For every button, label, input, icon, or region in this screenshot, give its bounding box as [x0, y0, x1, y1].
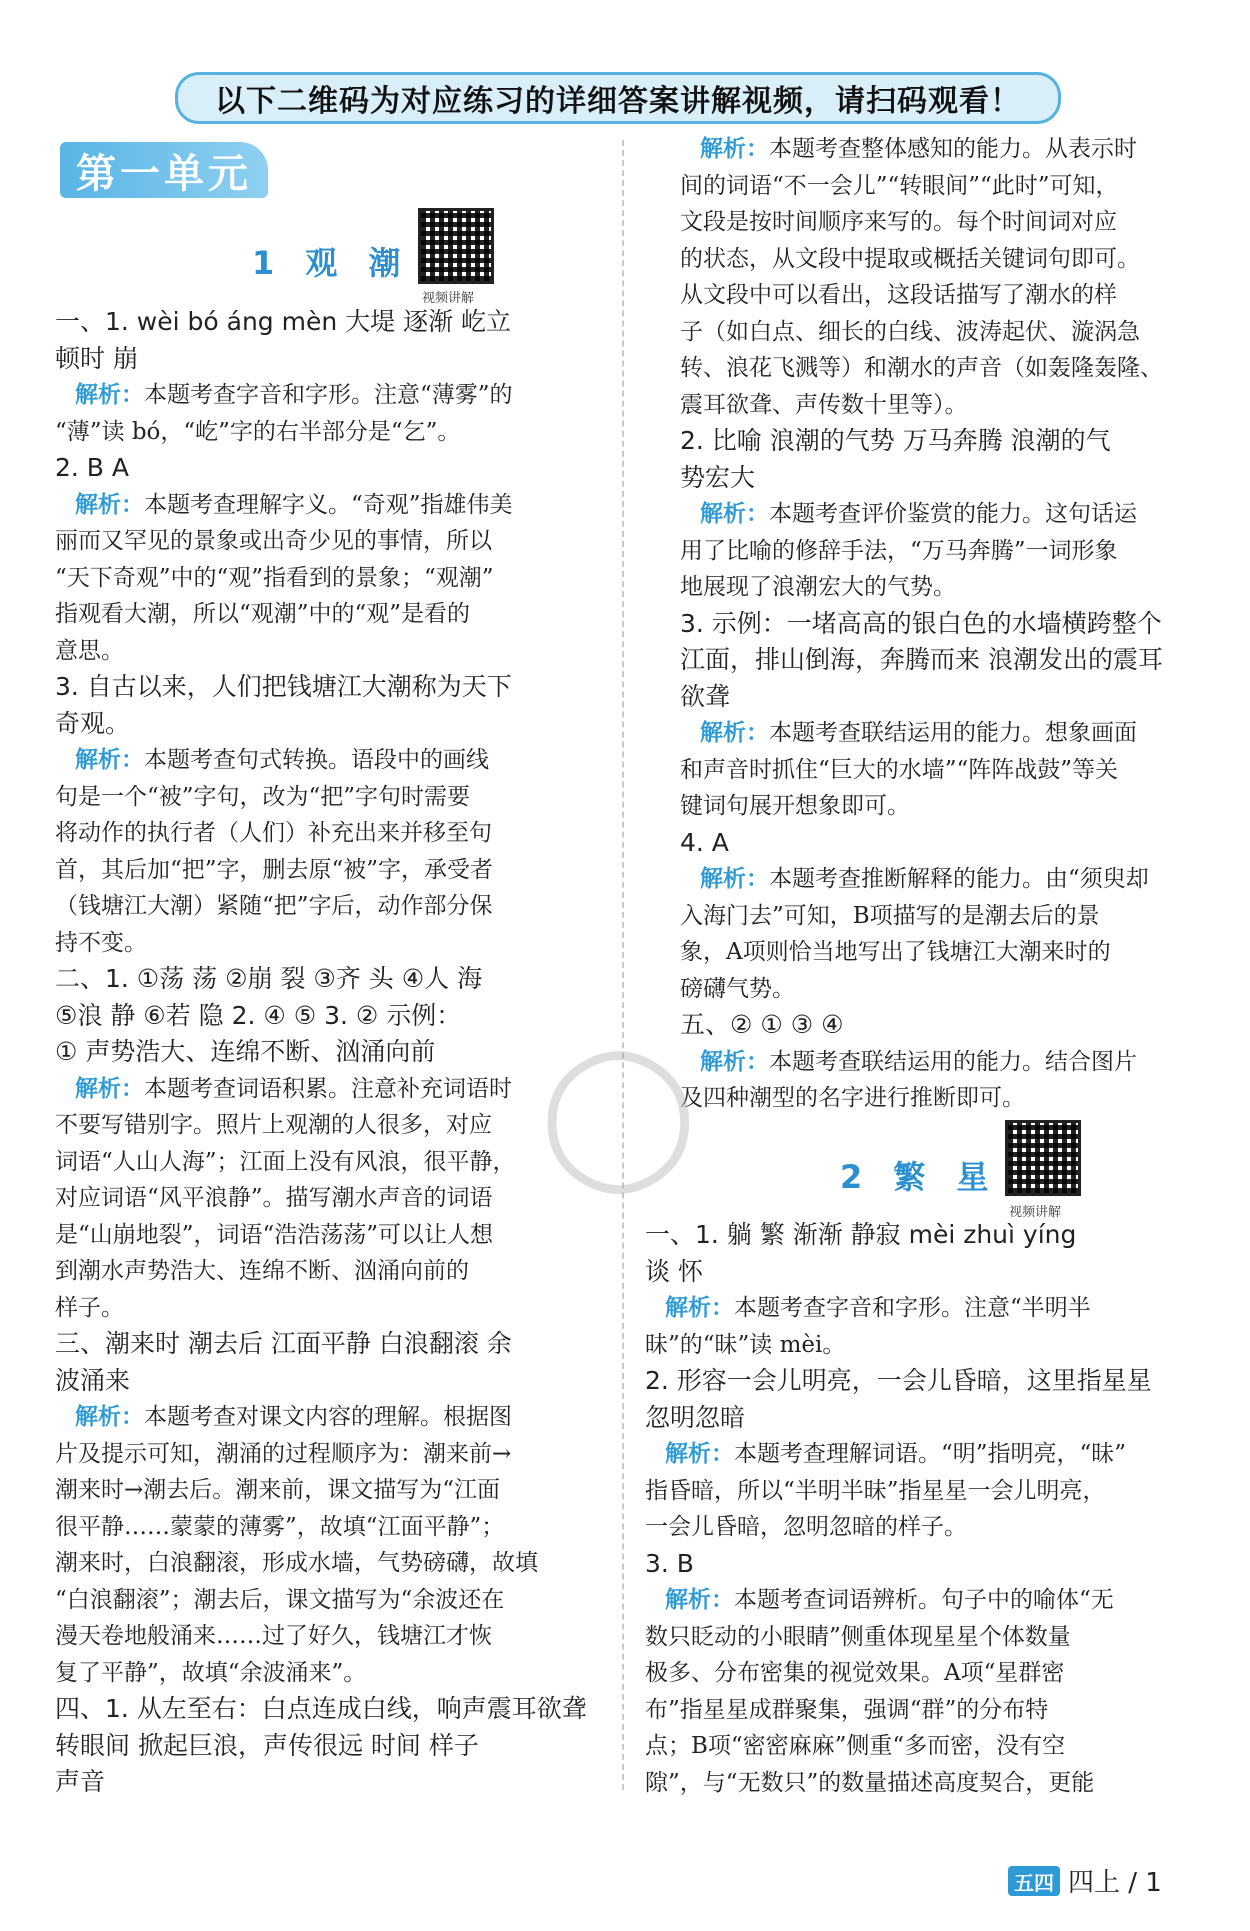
- text-line: 极多、分布密集的视觉效果。A项“星群密: [645, 1660, 1065, 1686]
- text-line: 一会儿昏暗，忽明忽暗的样子。: [645, 1514, 967, 1540]
- text-line: 键词句展开想象即可。: [680, 793, 910, 819]
- watermark: ◯: [540, 1030, 697, 1193]
- text-line: 解析：本题考查推断解释的能力。由“须臾却: [700, 866, 1149, 892]
- text-line: 用了比喻的修辞手法，“万马奔腾”一词形象: [680, 537, 1118, 564]
- text-line: 一、1. 躺 繁 渐渐 静寂 mèi zhuì yíng: [645, 1220, 1077, 1249]
- lesson-2-title: 2 繁 星: [840, 1158, 999, 1196]
- text-line: 昧”的“昧”读 mèi。: [645, 1331, 846, 1358]
- text-line: 解析：本题考查评价鉴赏的能力。这句话运: [700, 501, 1137, 527]
- lesson-1-title: 1 观 潮: [252, 244, 411, 282]
- text-line: 复了平静”，故填“余波涌来”。: [55, 1659, 367, 1686]
- text-line: 片及提示可知，潮涌的过程顺序为：潮来前→: [55, 1440, 512, 1467]
- text-line: 从文段中可以看出，这段话描写了潮水的样: [680, 282, 1117, 308]
- text-line: “白浪翻滚”；潮去后，课文描写为“余波还在: [55, 1586, 505, 1613]
- text-line: ⑤浪 静 ⑥若 隐 2. ④ ⑤ 3. ② 示例：: [55, 1000, 462, 1030]
- text-line: 将动作的执行者（人们）补充出来并移至句: [55, 820, 492, 846]
- text-line: 顿时 崩: [55, 343, 138, 373]
- text-line: 江面，排山倒海，奔腾而来 浪潮发出的震耳: [680, 645, 1163, 674]
- text-line: 子（如白点、细长的白线、波涛起伏、漩涡急: [680, 318, 1140, 345]
- qr-banner: 以下二维码为对应练习的详细答案讲解视频，请扫码观看！: [175, 72, 1061, 124]
- text-line: 转、浪花飞溅等）和潮水的声音（如轰隆轰隆、: [680, 355, 1163, 381]
- text-line: 潮来时，白浪翻滚，形成水墙，气势磅礴，故填: [55, 1550, 538, 1576]
- text-line: 解析：本题考查词语辨析。句子中的喻体“无: [665, 1587, 1114, 1613]
- text-line: 解析：本题考查句式转换。语段中的画线: [75, 747, 489, 773]
- qr-caption: 视频讲解: [422, 291, 475, 306]
- unit-title: 第一单元: [60, 142, 268, 198]
- text-line: 持不变。: [55, 929, 147, 956]
- text-line: 数只眨动的小眼睛”侧重体现星星个体数量: [645, 1623, 1071, 1650]
- text-line: 间的词语“不一会儿”“转眼间”“此时”可知，: [680, 172, 1119, 199]
- qr-code-icon[interactable]: [418, 208, 494, 284]
- text-line: 震耳欲聋、声传数十里等）。: [680, 391, 968, 418]
- text-line: 3. 示例：一堵高高的银白色的水墙横跨整个: [680, 608, 1162, 638]
- text-line: 解析：本题考查理解字义。“奇观”指雄伟美: [75, 491, 513, 518]
- text-line: 是“山崩地裂”，词语“浩浩荡荡”可以让人想: [55, 1221, 494, 1248]
- text-line: 的状态，从文段中提取或概括关键词句即可。: [680, 245, 1140, 272]
- text-line: 解析：本题考查词语积累。注意补充词语时: [75, 1075, 512, 1102]
- text-line: 入海门去”可知，B项描写的是潮去后的景: [680, 902, 1100, 929]
- text-line: 波涌来: [55, 1365, 131, 1395]
- text-line: 奇观。: [55, 708, 131, 738]
- text-line: 解析：本题考查理解词语。“明”指明亮，“昧”: [665, 1441, 1127, 1467]
- text-line: 二、1. ①荡 荡 ②崩 裂 ③齐 头 ④人 海: [55, 964, 483, 993]
- text-line: 首，其后加“把”字，删去原“被”字，承受者: [55, 856, 494, 883]
- text-line: 句是一个“被”字句，改为“把”字句时需要: [55, 783, 471, 810]
- text-line: 势宏大: [680, 462, 756, 492]
- text-line: 对应词语“风平浪静”。描写潮水声音的词语: [55, 1185, 493, 1211]
- qr-caption: 视频讲解: [1009, 1205, 1062, 1220]
- text-line: 解析：本题考查整体感知的能力。从表示时: [700, 136, 1137, 162]
- text-line: 解析：本题考查字音和字形。注意“半明半: [665, 1295, 1091, 1321]
- text-line: 2. 比喻 浪潮的气势 万马奔腾 浪潮的气: [680, 426, 1111, 455]
- text-line: 2. 形容一会儿明亮，一会儿昏暗，这里指星星: [645, 1366, 1152, 1395]
- column-divider: [622, 140, 624, 1790]
- text-line: 4. A: [680, 827, 729, 857]
- text-line: “天下奇观”中的“观”指看到的景象；“观潮”: [55, 564, 494, 591]
- text-line: 解析：本题考查对课文内容的理解。根据图: [75, 1404, 512, 1430]
- text-line: 指观看大潮，所以“观潮”中的“观”是看的: [55, 601, 471, 627]
- series-badge: 五四: [1008, 1866, 1060, 1896]
- text-line: 和声音时抓住“巨大的水墙”“阵阵战鼓”等关: [680, 756, 1119, 783]
- text-line: 解析：本题考查联结运用的能力。结合图片: [700, 1048, 1137, 1075]
- text-line: 及四种潮型的名字进行推断即可。: [680, 1085, 1025, 1111]
- text-line: ① 声势浩大、连绵不断、汹涌向前: [55, 1037, 436, 1066]
- text-line: 欲聋: [680, 681, 731, 711]
- text-line: 三、潮来时 潮去后 江面平静 白浪翻滚 余: [55, 1329, 512, 1358]
- text-line: 词语“人山人海”；江面上没有风浪，很平静，: [55, 1148, 516, 1175]
- text-line: 五、② ① ③ ④: [680, 1010, 844, 1039]
- text-line: 2. B A: [55, 453, 129, 482]
- text-line: 声音: [55, 1767, 106, 1796]
- text-line: 布”指星星成群聚集，强调“群”的分布特: [645, 1696, 1049, 1723]
- text-line: 很平静……蒙蒙的薄雾”，故填“江面平静”；: [55, 1513, 505, 1540]
- text-line: 点；B项“密密麻麻”侧重“多而密，没有空: [645, 1733, 1066, 1759]
- text-line: 丽而又罕见的景象或出奇少见的事情，所以: [55, 528, 492, 554]
- text-line: 解析：本题考查联结运用的能力。想象画面: [700, 720, 1137, 746]
- text-line: 象，A项则恰当地写出了钱塘江大潮来时的: [680, 939, 1111, 965]
- text-line: 潮来时→潮去后。潮来前，课文描写为“江面: [55, 1477, 501, 1503]
- page-number: 四上 / 1: [1068, 1868, 1162, 1898]
- text-line: （钱塘江大潮）紧随“把”字后，动作部分保: [55, 893, 493, 919]
- text-line: 磅礴气势。: [680, 975, 795, 1002]
- text-line: 转眼间 掀起巨浪，声传很远 时间 样子: [55, 1730, 479, 1760]
- text-line: 漫天卷地般涌来……过了好久，钱塘江才恢: [55, 1623, 492, 1649]
- text-line: 样子。: [55, 1294, 124, 1321]
- text-line: 3. B: [645, 1548, 694, 1578]
- text-line: “薄”读 bó，“屹”字的右半部分是“乞”。: [55, 418, 461, 445]
- text-line: 四、1. 从左至右：白点连成白线，响声震耳欲聋: [55, 1694, 587, 1723]
- text-line: 不要写错别字。照片上观潮的人很多，对应: [55, 1112, 492, 1138]
- text-line: 谈 怀: [645, 1256, 703, 1286]
- text-line: 忽明忽暗: [645, 1402, 746, 1432]
- text-line: 隙”，与“无数只”的数量描述高度契合，更能: [645, 1769, 1095, 1796]
- qr-code-icon[interactable]: [1005, 1120, 1081, 1196]
- text-line: 指昏暗，所以“半明半昧”指星星一会儿明亮，: [645, 1477, 1106, 1504]
- text-line: 解析：本题考查字音和字形。注意“薄雾”的: [75, 382, 513, 408]
- text-line: 一、1. wèi bó áng mèn 大堤 逐渐 屹立: [55, 307, 512, 336]
- text-line: 意思。: [55, 637, 124, 664]
- text-line: 3. 自古以来，人们把钱塘江大潮称为天下: [55, 672, 512, 701]
- text-line: 地展现了浪潮宏大的气势。: [680, 574, 956, 600]
- text-line: 到潮水声势浩大、连绵不断、汹涌向前的: [55, 1258, 469, 1284]
- text-line: 文段是按时间顺序来写的。每个时间词对应: [680, 209, 1117, 235]
